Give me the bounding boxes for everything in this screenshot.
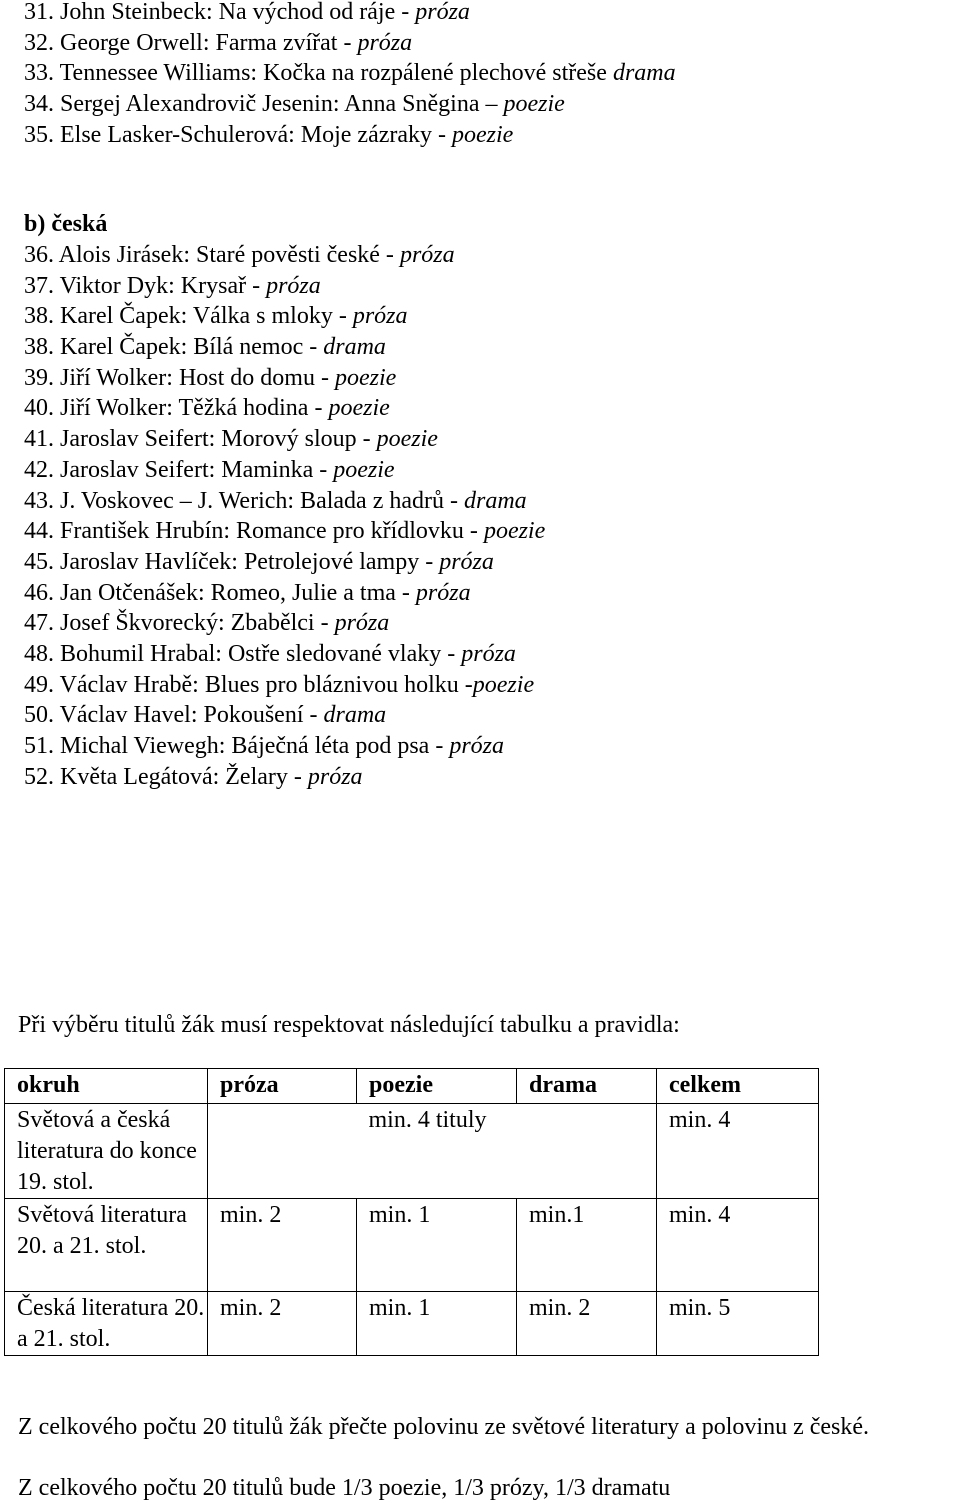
book-title: 31. John Steinbeck: Na východ od ráje - (24, 0, 416, 25)
genre-label: próza (357, 29, 413, 56)
genre-label: próza (415, 0, 470, 25)
list-item (24, 363, 545, 394)
book-title: 43. J. Voskovec – J. Werich: Balada z hadrů - (24, 487, 464, 514)
table-row (5, 1104, 819, 1199)
row2-label: Světová literatura 20. a 21. stol. (5, 1199, 208, 1292)
list-item (24, 0, 676, 28)
row3-label: Česká literatura 20. a 21. stol. (5, 1292, 208, 1356)
genre-label: próza (399, 242, 455, 268)
table-row (5, 1199, 819, 1292)
list-item (24, 301, 545, 332)
genre-label: drama (323, 702, 387, 729)
table-header-row (5, 1069, 819, 1104)
book-title: 38. Karel Čapek: Válka s mloky - (24, 303, 353, 330)
list-item (24, 731, 545, 762)
book-title: 42. Jaroslav Seifert: Maminka - (24, 456, 334, 483)
book-title: 44. František Hrubín: Romance pro křídlovku - (24, 518, 484, 545)
book-title: 41. Jaroslav Seifert: Morový sloup - (24, 426, 377, 453)
list-item (24, 424, 545, 455)
book-title: 46. Jan Otčenášek: Romeo, Julie a tma - (24, 579, 416, 606)
book-list-czech (24, 240, 545, 792)
book-title: 38. Karel Čapek: Bílá nemoc - (24, 334, 324, 361)
book-title: 50. Václav Havel: Pokoušení - (24, 702, 324, 729)
genre-label: poezie (483, 518, 546, 545)
book-title: 51. Michal Viewegh: Báječná léta pod psa - (24, 733, 450, 759)
table-row (5, 1292, 819, 1356)
intro-paragraph: Při výběru titulů žák musí respektovat následující tabulku a pravidla: (18, 1012, 680, 1038)
book-title: 52. Květa Legátová: Želary - (24, 763, 308, 790)
book-title: 47. Josef Škvorecký: Zbabělci - (24, 610, 335, 637)
header-proza: próza (208, 1069, 357, 1104)
book-title: 48. Bohumil Hrabal: Ostře sledované vlaky - (24, 640, 462, 667)
book-title: 39. Jiří Wolker: Host do domu - (24, 364, 335, 391)
list-item (24, 240, 545, 271)
book-title: 36. Alois Jirásek: Staré pověsti české - (24, 242, 400, 268)
book-title: 37. Viktor Dyk: Krysař - (24, 272, 267, 299)
row3-celkem: min. 5 (657, 1292, 819, 1356)
row1-celkem: min. 4 (657, 1104, 819, 1199)
book-title: 40. Jiří Wolker: Těžká hodina - (24, 395, 329, 422)
list-item (24, 608, 545, 639)
list-item (24, 670, 545, 701)
genre-label: próza (307, 763, 363, 790)
list-item (24, 547, 545, 578)
book-list-world (24, 0, 676, 150)
genre-label: próza (439, 548, 494, 575)
header-celkem: celkem (657, 1069, 819, 1104)
list-item (24, 486, 545, 517)
row1-empty (208, 1104, 357, 1199)
genre-label: próza (334, 610, 390, 637)
genre-label: poezie (503, 91, 565, 118)
requirements-table (4, 1068, 819, 1356)
genre-label: próza (461, 640, 516, 667)
list-item (24, 271, 545, 302)
genre-label: drama (463, 487, 527, 514)
genre-label: drama (323, 334, 386, 361)
row1-span-value: min. 4 tituly (357, 1104, 657, 1199)
row1-label: Světová a česká literatura do konce 19. stol. (5, 1104, 208, 1199)
genre-label: drama (612, 60, 676, 87)
row2-proza: min. 2 (208, 1199, 357, 1292)
rule-paragraph-1: Z celkového počtu 20 titulů žák přečte polovinu ze světové literatury a polovinu z české. (18, 1414, 870, 1440)
list-item (24, 700, 545, 731)
header-poezie: poezie (357, 1069, 517, 1104)
book-title: 32. George Orwell: Farma zvířat - (24, 29, 358, 56)
list-item (24, 762, 545, 793)
section-b-heading: b) česká (24, 211, 108, 237)
list-item (24, 120, 676, 151)
genre-label: poezie (452, 121, 514, 148)
row2-celkem: min. 4 (657, 1199, 819, 1292)
genre-label: poezie (334, 364, 397, 391)
book-title: 35. Else Lasker-Schulerová: Moje zázraky - (24, 121, 453, 148)
genre-label: próza (415, 579, 471, 606)
book-title: 33. Tennessee Williams: Kočka na rozpálené plechové střeše (24, 60, 613, 87)
row2-poezie: min. 1 (357, 1199, 517, 1292)
list-item (24, 639, 545, 670)
header-drama: drama (517, 1069, 657, 1104)
book-title: 45. Jaroslav Havlíček: Petrolejové lampy - (24, 548, 440, 575)
row3-drama: min. 2 (517, 1292, 657, 1356)
list-item (24, 28, 676, 59)
list-item (24, 393, 545, 424)
header-okruh: okruh (5, 1069, 208, 1104)
list-item (24, 578, 545, 609)
genre-label: poezie (472, 671, 535, 698)
list-item (24, 332, 545, 363)
book-title: 34. Sergej Alexandrovič Jesenin: Anna Sněgina – (24, 91, 504, 118)
rule-paragraph-2: Z celkového počtu 20 titulů bude 1/3 poezie, 1/3 prózy, 1/3 dramatu (18, 1475, 671, 1501)
list-item (24, 455, 545, 486)
list-item (24, 89, 676, 120)
row2-drama: min.1 (517, 1199, 657, 1292)
list-item (24, 516, 545, 547)
book-title: 49. Václav Hrabě: Blues pro bláznivou holku - (24, 671, 473, 698)
row3-poezie: min. 1 (357, 1292, 517, 1356)
genre-label: poezie (376, 426, 438, 453)
genre-label: próza (352, 303, 408, 330)
genre-label: poezie (328, 395, 390, 422)
row3-proza: min. 2 (208, 1292, 357, 1356)
genre-label: próza (266, 272, 321, 299)
genre-label: poezie (333, 456, 395, 483)
list-item (24, 58, 676, 89)
genre-label: próza (449, 733, 505, 759)
